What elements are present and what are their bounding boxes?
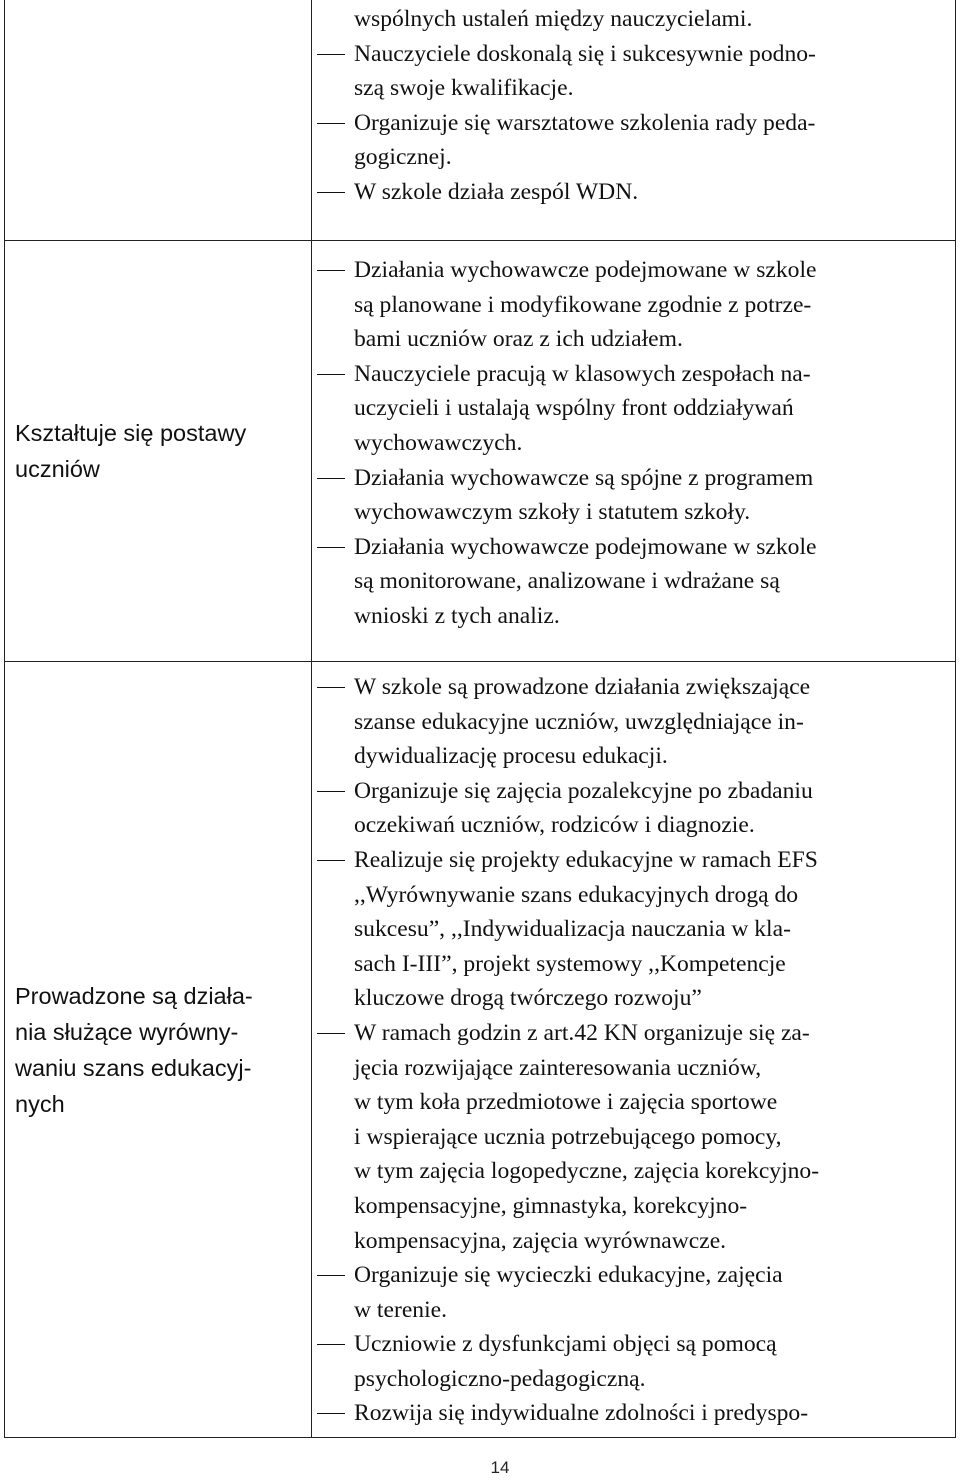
list-item-line: Nauczyciele doskonalą się i sukcesywnie podno- xyxy=(354,40,816,67)
list-item xyxy=(311,843,955,1016)
list-item-line: kompensacyjna, zajęcia wyrównawcze. xyxy=(354,1227,727,1254)
list-item xyxy=(311,1396,955,1431)
row3-label-line: waniu szans edukacyj- xyxy=(15,1055,252,1081)
list-item-line: Działania wychowawcze są spójne z programem xyxy=(354,464,814,491)
page-number: 14 xyxy=(490,1458,510,1477)
list-item xyxy=(311,1258,955,1327)
list-item-line: w tym koła przedmiotowe i zajęcia sportowe xyxy=(354,1089,778,1116)
list-item-line: jęcia rozwijające zainteresowania uczniów, xyxy=(354,1054,762,1081)
list-item-line: sach I-III”, projekt systemowy ,,Kompetencje xyxy=(354,950,786,977)
list-item xyxy=(311,530,955,634)
dash-bullet-icon xyxy=(317,860,345,861)
list-item-line: wychowawczym szkoły i statutem szkoły. xyxy=(354,499,751,526)
dash-bullet-icon xyxy=(317,54,345,55)
list-item-line: i wspierające ucznia potrzebującego pomocy, xyxy=(354,1123,782,1150)
row2-label-cell xyxy=(5,241,311,661)
dash-bullet-icon xyxy=(317,1275,345,1276)
row2-label-line: uczniów xyxy=(15,456,100,482)
row3-item-list xyxy=(311,670,955,1431)
row1-description-cell xyxy=(311,2,955,210)
list-item-line: w terenie. xyxy=(354,1296,448,1323)
list-item-line: W szkole działa zespól WDN. xyxy=(354,178,639,205)
row3-label-line: nych xyxy=(15,1091,65,1117)
row2-label-line: Kształtuje się postawy xyxy=(15,420,247,446)
list-item-line: sukcesu”, ,,Indywidualizacja nauczania w kla- xyxy=(354,916,791,943)
list-item-line: Organizuje się wycieczki edukacyjne, zajęcia xyxy=(354,1262,783,1289)
list-item-line: Uczniowie z dysfunkcjami objęci są pomocą xyxy=(354,1331,777,1358)
list-item xyxy=(311,1327,955,1396)
list-item xyxy=(311,1016,955,1258)
list-item-line: dywidualizację procesu edukacji. xyxy=(354,743,668,770)
list-item-line: szą swoje kwalifikacje. xyxy=(354,75,574,102)
list-item xyxy=(311,357,955,461)
list-item-line: wnioski z tych analiz. xyxy=(354,602,560,629)
list-item xyxy=(311,175,955,210)
list-item-line: wychowawczych. xyxy=(354,429,523,456)
list-item xyxy=(311,774,955,843)
dash-bullet-icon xyxy=(317,791,345,792)
dash-bullet-icon xyxy=(317,478,345,479)
list-item xyxy=(311,253,955,357)
list-item-line: psychologiczno-pedagogiczną. xyxy=(354,1365,646,1392)
list-item-line: są planowane i modyfikowane zgodnie z potrze- xyxy=(354,291,812,318)
dash-bullet-icon xyxy=(317,1033,345,1034)
list-item-line: Rozwija się indywidualne zdolności i predyspo- xyxy=(354,1400,809,1427)
list-item xyxy=(311,37,955,106)
list-item xyxy=(311,670,955,774)
row3-label-line: nia służące wyrówny- xyxy=(15,1019,239,1045)
dash-bullet-icon xyxy=(317,1413,345,1414)
list-item-line: uczycieli i ustalają wspólny front oddziaływań xyxy=(354,395,794,422)
list-item-line: Realizuje się projekty edukacyjne w ramach EFS xyxy=(354,846,818,873)
dash-bullet-icon xyxy=(317,1344,345,1345)
row2-description-cell xyxy=(311,253,955,634)
row3-label-line: Prowadzone są działa- xyxy=(15,983,253,1009)
list-item-line: są monitorowane, analizowane i wdrażane są xyxy=(354,568,780,595)
list-item-line: kompensacyjne, gimnastyka, korekcyjno- xyxy=(354,1192,748,1219)
list-item-line: kluczowe drogą twórczego rozwoju” xyxy=(354,985,702,1012)
dash-bullet-icon xyxy=(317,374,345,375)
list-item-line: W ramach godzin z art.42 KN organizuje się za- xyxy=(354,1019,810,1046)
dash-bullet-icon xyxy=(317,547,345,548)
row3-description-cell xyxy=(311,670,955,1431)
list-item-line: szanse edukacyjne uczniów, uwzględniające in- xyxy=(354,708,804,735)
continuation-line: wspólnych ustaleń między nauczycielami. xyxy=(354,6,753,32)
list-item-line: Nauczyciele pracują w klasowych zespołach na- xyxy=(354,360,811,387)
list-item-line: W szkole są prowadzone działania zwiększające xyxy=(354,674,811,700)
list-item-line: Organizuje się warsztatowe szkolenia rady peda- xyxy=(354,109,816,136)
list-item-line: Działania wychowawcze podejmowane w szkole xyxy=(354,533,817,560)
row2-item-list xyxy=(311,253,955,634)
list-item-line: gogicznej. xyxy=(354,144,452,171)
row3-label-cell xyxy=(5,662,311,1438)
list-item-line: oczekiwań uczniów, rodziców i diagnozie. xyxy=(354,812,755,839)
list-item-line: bami uczniów oraz z ich udziałem. xyxy=(354,326,683,353)
list-item-line: w tym zajęcia logopedyczne, zajęcia korekcyjno- xyxy=(354,1158,820,1185)
list-item xyxy=(311,461,955,530)
evaluation-table xyxy=(4,0,956,1438)
list-item xyxy=(311,106,955,175)
dash-bullet-icon xyxy=(317,123,345,124)
list-item-line: ,,Wyrównywanie szans edukacyjnych drogą do xyxy=(354,881,799,908)
dash-bullet-icon xyxy=(317,687,345,688)
list-item-line: Organizuje się zajęcia pozalekcyjne po zbadaniu xyxy=(354,777,813,804)
list-item-line: Działania wychowawcze podejmowane w szkole xyxy=(354,257,817,283)
row1-item-list xyxy=(311,37,955,210)
dash-bullet-icon xyxy=(317,192,345,193)
dash-bullet-icon xyxy=(317,270,345,271)
